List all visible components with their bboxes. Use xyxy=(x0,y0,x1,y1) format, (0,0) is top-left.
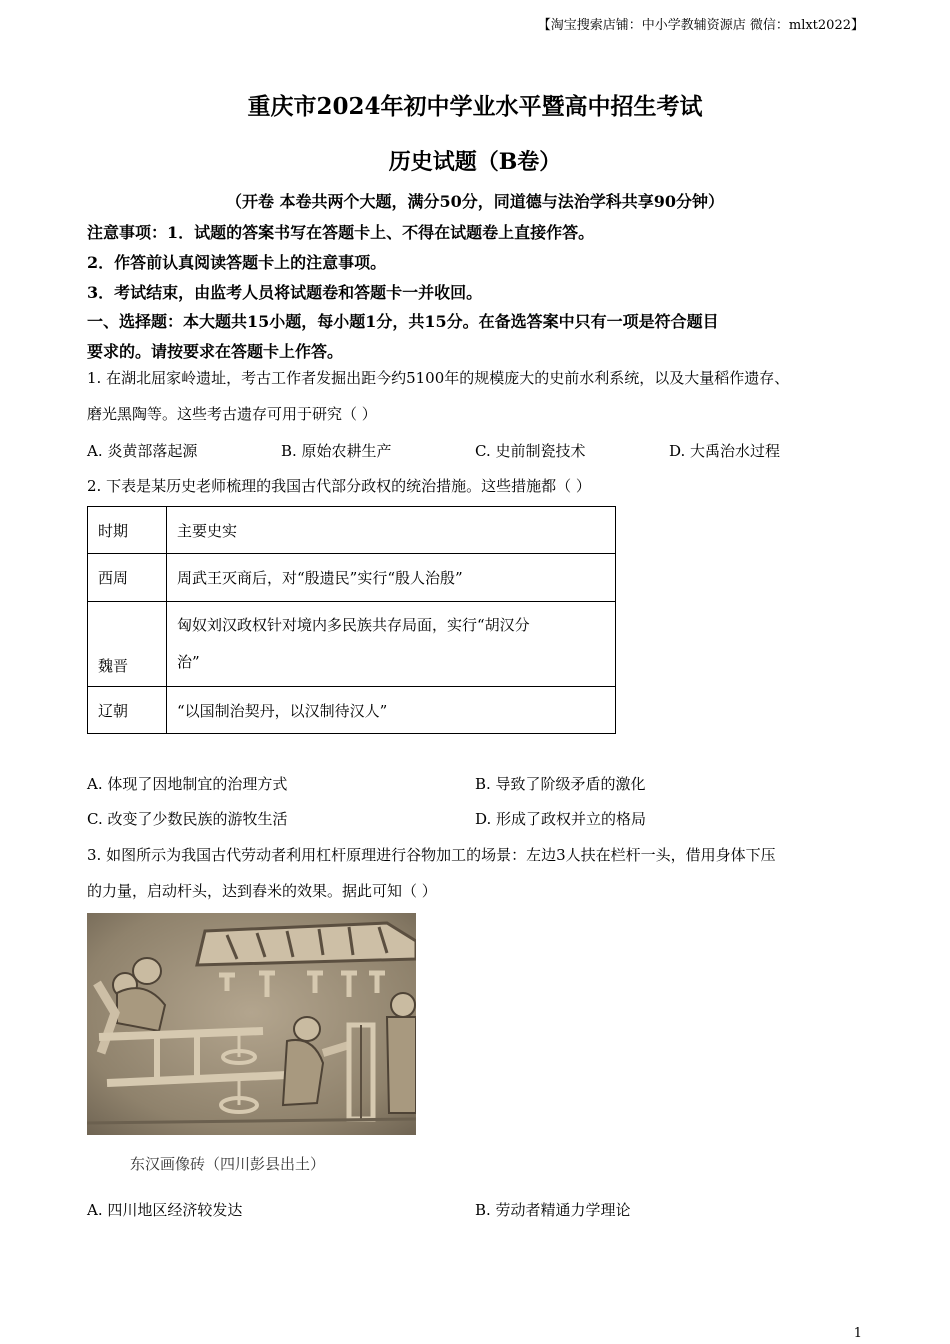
q1-stem-line1: 1. 在湖北屈家岭遗址，考古工作者发掘出距今约5100年的规模庞大的史前水利系统，以及大量稻作遗存、 xyxy=(87,369,790,387)
note-2: 2．作答前认真阅读答题卡上的注意事项。 xyxy=(87,253,387,272)
q2-option-d: D. 形成了政权并立的格局 xyxy=(475,810,647,828)
exam-info: （开卷 本卷共两个大题，满分50分，同道德与法治学科共享90分钟） xyxy=(225,192,725,211)
header-note: 【淘宝搜索店铺：中小学教辅资源店 微信：mlxt2022】 xyxy=(537,18,864,33)
q2-option-b: B. 导致了阶级矛盾的激化 xyxy=(475,775,646,793)
table-header-period: 时期 xyxy=(88,507,167,554)
exam-subtitle: 历史试题（B卷） xyxy=(388,149,562,175)
q1-option-d: D. 大禹治水过程 xyxy=(669,442,781,460)
table-row xyxy=(88,554,616,602)
table-row xyxy=(88,507,616,554)
table-cell-period: 西周 xyxy=(88,554,167,602)
section-heading-line1: 一、选择题：本大题共15小题，每小题1分，共15分。在备选答案中只有一项是符合题目 xyxy=(87,312,719,331)
q1-option-a: A. 炎黄部落起源 xyxy=(87,442,198,460)
relief-brick-image xyxy=(87,913,416,1135)
q3-option-a: A. 四川地区经济较发达 xyxy=(87,1201,243,1219)
q2-table xyxy=(87,506,616,734)
q2-option-c: C. 改变了少数民族的游牧生活 xyxy=(87,810,288,828)
table-cell-fact xyxy=(167,602,616,687)
table-header-facts: 主要史实 xyxy=(167,507,616,554)
table-cell-fact-line2: 治” xyxy=(177,653,200,671)
q3-stem-line2: 的力量，启动杆头，达到舂米的效果。据此可知（ ） xyxy=(87,882,437,900)
q2-option-a: A. 体现了因地制宜的治理方式 xyxy=(87,775,288,793)
table-cell-fact-line1: 匈奴刘汉政权针对境内多民族共存局面，实行“胡汉分 xyxy=(177,616,530,634)
table-cell-period: 魏晋 xyxy=(88,602,167,687)
q1-option-b: B. 原始农耕生产 xyxy=(281,442,392,460)
relief-illustration xyxy=(87,913,416,1135)
table-cell-fact: “以国制治契丹，以汉制待汉人” xyxy=(167,687,616,734)
q1-option-c: C. 史前制瓷技术 xyxy=(475,442,586,460)
q1-stem-line2: 磨光黑陶等。这些考古遗存可用于研究（ ） xyxy=(87,405,377,423)
exam-title: 重庆市2024年初中学业水平暨高中招生考试 xyxy=(247,93,703,120)
q2-stem: 2. 下表是某历史老师梳理的我国古代部分政权的统治措施。这些措施都（ ） xyxy=(87,477,591,495)
image-caption: 东汉画像砖（四川彭县出土） xyxy=(130,1155,326,1173)
q3-stem-line1: 3. 如图所示为我国古代劳动者利用杠杆原理进行谷物加工的场景：左边3人扶在栏杆一头，借用身体下压 xyxy=(87,846,776,864)
table-row xyxy=(88,602,616,687)
q3-option-b: B. 劳动者精通力学理论 xyxy=(475,1201,631,1219)
note-3: 3．考试结束，由监考人员将试题卷和答题卡一并收回。 xyxy=(87,283,483,302)
note-1: 注意事项：1．试题的答案书写在答题卡上、不得在试题卷上直接作答。 xyxy=(87,223,595,242)
table-row xyxy=(88,687,616,734)
section-heading-line2: 要求的。请按要求在答题卡上作答。 xyxy=(87,342,344,361)
table-cell-fact: 周武王灭商后，对“殷遗民”实行“殷人治殷” xyxy=(167,554,616,602)
table-cell-period: 辽朝 xyxy=(88,687,167,734)
page-number: 1 xyxy=(853,1326,862,1341)
